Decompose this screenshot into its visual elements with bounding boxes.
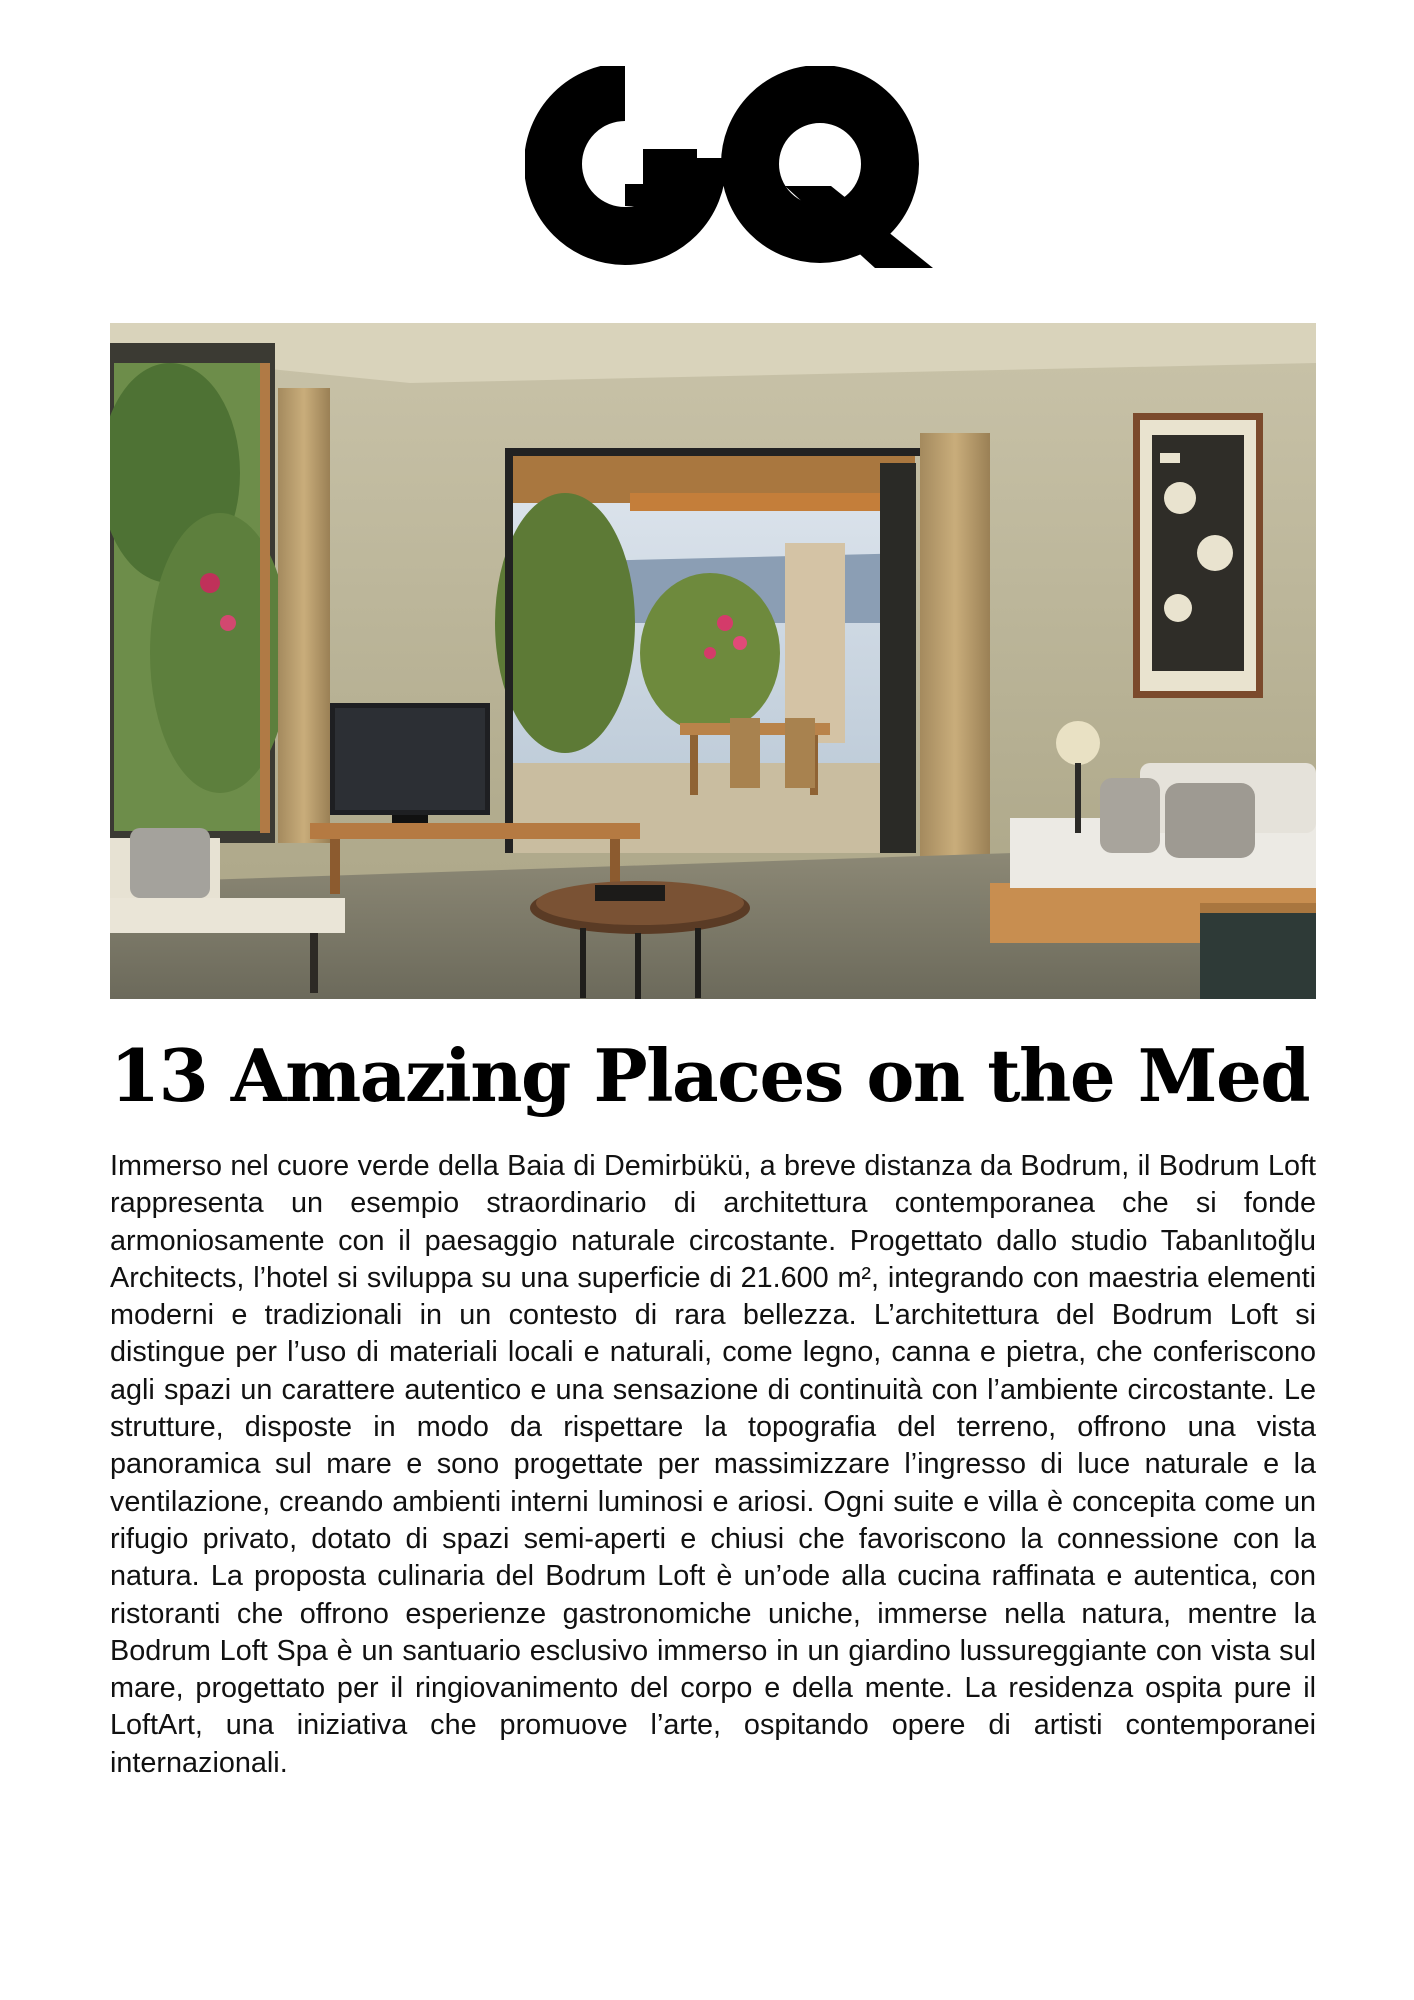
left-window [110, 343, 290, 843]
article-body: Immerso nel cuore verde della Baia di Demirbükü, a breve distanza da Bodrum, il Bodrum Loft rappresenta un esempio straordinario di architettura contemporanea che si fonde armoniosamente con il paesaggio naturale circostante. Progettato dallo studio Tabanlıtoğlu Architects, l’hotel si sviluppa su una superficie di 21.600 m², integrando con maestria elementi moderni e tradizionali in un contesto di rara bellezza. L’architettura del Bodrum Loft si distingue per l’uso di materiali locali e naturali, come legno, canna e pietra, che conferiscono agli spazi un carattere autentico e una sensazione di continuità con l’ambiente circostante. Le strutture, disposte in modo da rispettare la topografia del terreno, offrono una vista panoramica sul mare e sono progettate per massimizzare l’ingresso di luce naturale e la ventilazione, creando ambienti interni luminosi e ariosi. Ogni suite e villa è concepita come un rifugio privato, dotato di spazi semi-aperti e chiusi che favoriscono la connessione con la natura. La proposta culinaria del Bodrum Loft è un’ode alla cucina raffinata e autentica, con ristoranti che offrono esperienze gastronomiche uniche, immerse nella natura, mentre la Bodrum Loft Spa è un santuario esclusivo immerso in un giardino lussureggiante con vista sul mare, progettato per il ringiovanimento del corpo e della mente. La residenza ospita pure il LoftArt, una iniziativa che promuove l’arte, ospitando opere di artisti contemporanei internazionali. [110, 1150, 1316, 1779]
logo-letter-q [750, 94, 933, 268]
glass-door [880, 463, 916, 853]
left-curtain [278, 388, 330, 843]
gq-logo [525, 66, 945, 276]
article-headline: 13 Amazing Places on the Med [110, 1033, 1310, 1118]
wall-artwork [1133, 413, 1263, 698]
hero-photo [110, 323, 1316, 999]
right-curtain [920, 433, 990, 863]
doorway-view [495, 453, 915, 853]
logo-letter-g [553, 66, 737, 236]
